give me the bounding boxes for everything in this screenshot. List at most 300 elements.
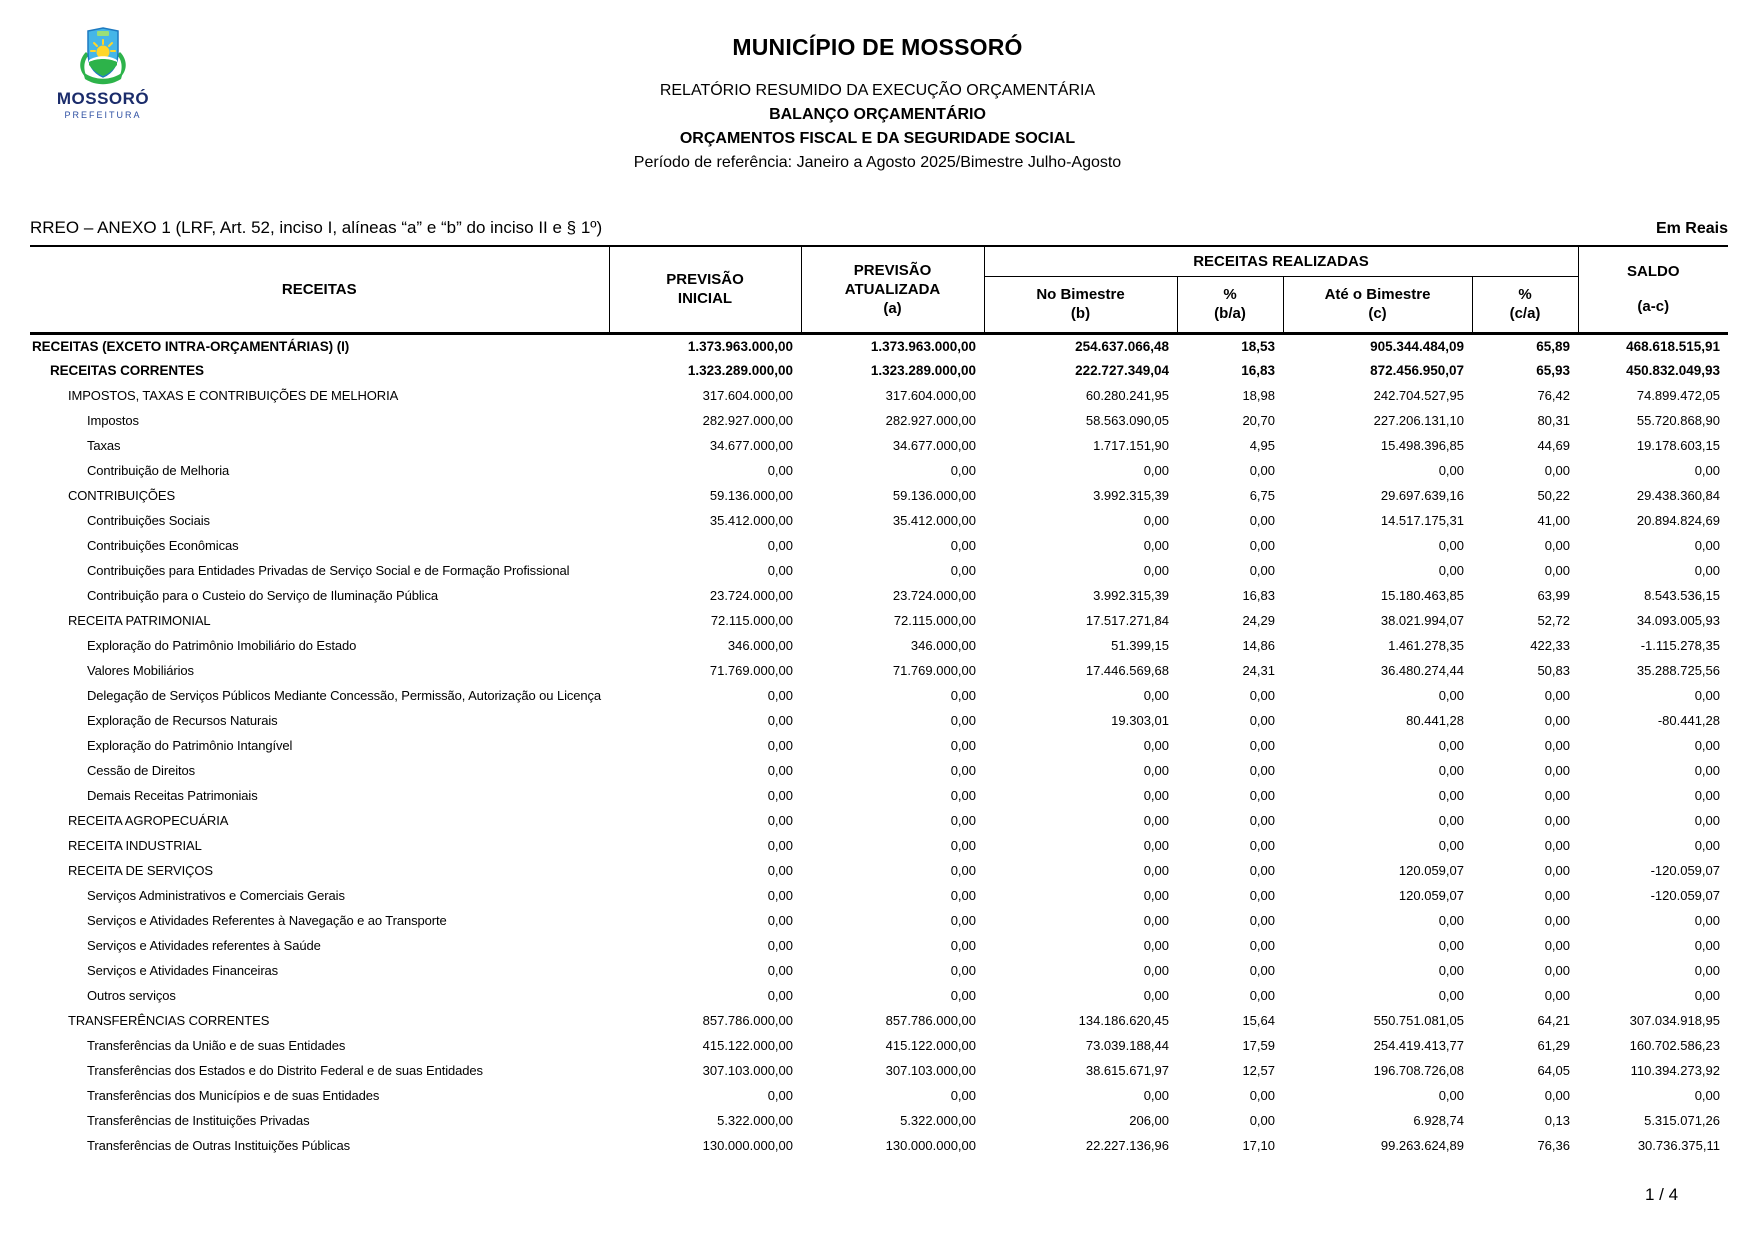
row-value: 110.394.273,92 (1630, 1063, 1720, 1078)
row-value: 0,00 (767, 688, 793, 703)
row-value: 0,00 (1438, 788, 1464, 803)
row-value: 0,00 (767, 563, 793, 578)
row-value: 0,00 (950, 713, 976, 728)
header-line: Até o Bimestre (1324, 286, 1431, 303)
row-value: 468.618.515,91 (1626, 338, 1720, 354)
table-row (30, 933, 1728, 958)
row-value: 130.000.000,00 (702, 1138, 793, 1153)
row-value: 120.059,07 (1398, 863, 1464, 878)
row-value: 0,00 (1544, 938, 1570, 953)
row-value: 20,70 (1242, 413, 1275, 428)
row-value: 0,00 (1143, 563, 1169, 578)
row-value: 0,00 (1249, 563, 1275, 578)
row-value: 50,22 (1537, 488, 1570, 503)
table-row (30, 983, 1728, 1008)
row-value: 44,69 (1537, 438, 1570, 453)
row-value: 227.206.131,10 (1373, 413, 1464, 428)
row-value: 22.227.136,96 (1085, 1138, 1169, 1153)
row-value: 160.702.586,23 (1629, 1038, 1720, 1053)
row-value: 64,05 (1537, 1063, 1570, 1078)
row-value: 242.704.527,95 (1373, 388, 1464, 403)
row-value: 24,29 (1242, 613, 1275, 628)
report-subtitle: RELATÓRIO RESUMIDO DA EXECUÇÃO ORÇAMENTÁRIA (659, 82, 1096, 99)
row-value: 0,00 (1143, 888, 1169, 903)
row-value: 0,00 (1544, 863, 1570, 878)
row-value: 0,00 (1544, 913, 1570, 928)
row-value: 0,00 (1694, 738, 1720, 753)
col-header-previsao-inicial (609, 246, 801, 333)
row-value: 0,00 (1143, 863, 1169, 878)
row-value: 0,00 (1143, 1088, 1169, 1103)
row-value: 41,00 (1537, 513, 1570, 528)
row-value: 15,64 (1242, 1013, 1275, 1028)
row-label: Contribuição de Melhoria (87, 463, 230, 478)
header-line: (a) (883, 299, 902, 317)
row-value: 317.604.000,00 (702, 388, 793, 403)
row-value: 0,00 (1249, 913, 1275, 928)
row-value: 0,00 (1438, 963, 1464, 978)
anexo-row (30, 218, 1728, 238)
row-value: 0,00 (767, 538, 793, 553)
table-row (30, 633, 1728, 658)
row-value: 0,00 (1249, 1113, 1275, 1128)
row-value: 0,00 (1438, 1088, 1464, 1103)
row-value: 0,00 (1249, 513, 1275, 528)
row-value: 0,13 (1544, 1113, 1570, 1128)
table-row (30, 583, 1728, 608)
row-value: 550.751.081,05 (1373, 1013, 1464, 1028)
row-value: 38.021.994,07 (1380, 613, 1464, 628)
row-label: Exploração do Patrimônio Intangível (87, 738, 293, 753)
row-value: 0,00 (1694, 913, 1720, 928)
row-value: 0,00 (1694, 988, 1720, 1003)
row-value: 19.178.603,15 (1636, 438, 1720, 453)
row-value: 55.720.868,90 (1636, 413, 1720, 428)
anexo-label: RREO – ANEXO 1 (LRF, Art. 52, inciso I, alíneas “a” e “b” do inciso II e § 1º) (30, 218, 603, 237)
row-value: 0,00 (1249, 813, 1275, 828)
row-label: Serviços e Atividades referentes à Saúde (87, 938, 321, 953)
row-value: 65,93 (1536, 363, 1570, 378)
row-value: 872.456.950,07 (1370, 363, 1464, 378)
row-value: 196.708.726,08 (1373, 1063, 1464, 1078)
row-value: 1.717.151,90 (1093, 438, 1169, 453)
row-value: 0,00 (1694, 838, 1720, 853)
row-value: 0,00 (767, 813, 793, 828)
row-value: 36.480.274,44 (1380, 663, 1464, 678)
row-label: Contribuição para o Custeio do Serviço de Iluminação Pública (87, 588, 438, 603)
row-value: 6,75 (1249, 488, 1275, 503)
table-row (30, 783, 1728, 808)
row-value: 0,00 (1438, 938, 1464, 953)
row-value: 23.724.000,00 (709, 588, 793, 603)
row-value: 307.103.000,00 (885, 1063, 976, 1078)
row-value: 307.034.918,95 (1629, 1013, 1720, 1028)
balance-subtitle: BALANÇO ORÇAMENTÁRIO (769, 106, 986, 123)
row-value: 0,00 (1143, 938, 1169, 953)
row-value: 0,00 (1544, 963, 1570, 978)
row-value: 857.786.000,00 (885, 1013, 976, 1028)
row-label: Delegação de Serviços Públicos Mediante Concessão, Permissão, Autorização ou Licença (87, 688, 602, 703)
row-value: 23.724.000,00 (892, 588, 976, 603)
row-value: -1.115.278,35 (1640, 638, 1720, 653)
row-value: 0,00 (767, 863, 793, 878)
row-value: 0,00 (1249, 463, 1275, 478)
table-row (30, 758, 1728, 783)
row-value: 0,00 (1249, 713, 1275, 728)
row-label: RECEITA PATRIMONIAL (68, 613, 211, 628)
row-value: 317.604.000,00 (885, 388, 976, 403)
header-line: ATUALIZADA (844, 280, 941, 298)
page-title: MUNICÍPIO DE MOSSORÓ (732, 34, 1023, 60)
table-row (30, 383, 1728, 408)
row-value: 0,00 (950, 763, 976, 778)
row-value: 0,00 (950, 688, 976, 703)
header-line: RECEITAS REALIZADAS (1193, 252, 1369, 270)
row-value: 0,00 (1143, 688, 1169, 703)
row-value: 58.563.090,05 (1085, 413, 1169, 428)
row-value: 0,00 (1544, 738, 1570, 753)
row-value: 0,00 (1544, 763, 1570, 778)
row-value: 0,00 (950, 1088, 976, 1103)
row-label: Cessão de Direitos (87, 763, 196, 778)
table-row (30, 408, 1728, 433)
row-value: 0,00 (1544, 538, 1570, 553)
row-value: 73.039.188,44 (1085, 1038, 1169, 1053)
row-value: 0,00 (1143, 963, 1169, 978)
row-value: 0,00 (1249, 938, 1275, 953)
row-value: 0,00 (1249, 763, 1275, 778)
row-value: 34.677.000,00 (892, 438, 976, 453)
row-value: 0,00 (1694, 938, 1720, 953)
row-value: 24,31 (1242, 663, 1275, 678)
col-header-receitas-realizadas (984, 246, 1578, 276)
document-header (0, 34, 1755, 172)
row-value: 222.727.349,04 (1075, 363, 1169, 378)
row-value: 64,21 (1537, 1013, 1570, 1028)
row-label: Outros serviços (87, 988, 176, 1003)
table-row (30, 1008, 1728, 1033)
row-value: 6.928,74 (1413, 1113, 1464, 1128)
row-value: 0,00 (767, 713, 793, 728)
row-value: 0,00 (1143, 988, 1169, 1003)
header-line: INICIAL (677, 290, 733, 308)
table-row (30, 958, 1728, 983)
row-value: 0,00 (1143, 788, 1169, 803)
header-line: (b/a) (1214, 305, 1246, 322)
row-value: 0,00 (950, 988, 976, 1003)
row-value: 0,00 (767, 888, 793, 903)
row-value: 59.136.000,00 (709, 488, 793, 503)
row-value: 0,00 (1694, 788, 1720, 803)
row-value: 0,00 (950, 963, 976, 978)
table-body (30, 333, 1728, 1158)
row-value: 0,00 (1249, 788, 1275, 803)
table-row (30, 658, 1728, 683)
row-value: 282.927.000,00 (885, 413, 976, 428)
row-value: 130.000.000,00 (885, 1138, 976, 1153)
row-value: 0,00 (1438, 988, 1464, 1003)
row-label: Impostos (87, 413, 139, 428)
row-value: 18,98 (1242, 388, 1275, 403)
row-value: 857.786.000,00 (702, 1013, 793, 1028)
row-value: 35.288.725,56 (1636, 663, 1720, 678)
row-value: 0,00 (1544, 813, 1570, 828)
header-line: (c/a) (1509, 305, 1541, 322)
row-value: 0,00 (950, 838, 976, 853)
row-value: 34.677.000,00 (709, 438, 793, 453)
col-header-previsao-atualizada (801, 246, 984, 333)
row-value: 1.323.289.000,00 (687, 363, 793, 378)
table-row (30, 333, 1728, 358)
row-value: 20.894.824,69 (1636, 513, 1720, 528)
table-row (30, 533, 1728, 558)
row-value: 17,59 (1242, 1038, 1275, 1053)
col-header-saldo (1578, 246, 1728, 333)
row-value: 415.122.000,00 (885, 1038, 976, 1053)
row-label: RECEITAS (EXCETO INTRA-ORÇAMENTÁRIAS) (I) (32, 338, 350, 354)
col-header-no-bimestre (984, 276, 1177, 333)
row-value: 16,83 (1242, 588, 1275, 603)
row-value: 80.441,28 (1406, 713, 1464, 728)
row-value: 0,00 (950, 463, 976, 478)
row-value: 0,00 (1249, 888, 1275, 903)
row-value: 0,00 (1143, 838, 1169, 853)
row-value: 0,00 (1249, 863, 1275, 878)
table-row (30, 1083, 1728, 1108)
row-value: 905.344.484,09 (1370, 338, 1464, 354)
header-line: % (1518, 286, 1532, 303)
row-value: 0,00 (767, 988, 793, 1003)
row-value: 0,00 (1143, 538, 1169, 553)
budget-table (30, 245, 1728, 1158)
row-value: 0,00 (1544, 463, 1570, 478)
table-row (30, 908, 1728, 933)
row-value: 0,00 (1143, 513, 1169, 528)
row-value: 0,00 (1544, 713, 1570, 728)
row-label: Transferências da União e de suas Entidades (87, 1038, 346, 1053)
row-label: TRANSFERÊNCIAS CORRENTES (68, 1013, 270, 1028)
table-header (30, 246, 1728, 333)
row-value: 50,83 (1537, 663, 1570, 678)
row-value: 12,57 (1242, 1063, 1275, 1078)
col-header-pct-ca (1472, 276, 1578, 333)
row-label: Transferências dos Estados e do Distrito Federal e de suas Entidades (87, 1063, 483, 1078)
row-value: 0,00 (1438, 913, 1464, 928)
row-value: 0,00 (950, 938, 976, 953)
row-label: RECEITA DE SERVIÇOS (68, 863, 213, 878)
row-label: Serviços e Atividades Referentes à Navegação e ao Transporte (87, 913, 447, 928)
row-value: 38.615.671,97 (1085, 1063, 1169, 1078)
row-value: 254.419.413,77 (1373, 1038, 1464, 1053)
row-value: 0,00 (1249, 1088, 1275, 1103)
header-line: (a-c) (1637, 298, 1670, 316)
row-value: 0,00 (1694, 763, 1720, 778)
col-header-pct-ba (1177, 276, 1283, 333)
table-row (30, 808, 1728, 833)
row-value: 0,00 (1438, 463, 1464, 478)
row-value: 0,00 (1544, 788, 1570, 803)
row-value: 0,00 (1438, 763, 1464, 778)
row-label: Serviços Administrativos e Comerciais Gerais (87, 888, 345, 903)
row-value: 0,00 (767, 763, 793, 778)
row-value: 0,00 (1249, 963, 1275, 978)
row-value: 0,00 (1544, 688, 1570, 703)
row-label: Valores Mobiliários (87, 663, 194, 678)
row-value: 254.637.066,48 (1075, 338, 1169, 354)
row-value: 206,00 (1129, 1113, 1169, 1128)
row-value: 72.115.000,00 (893, 613, 976, 628)
row-label: Transferências de Instituições Privadas (87, 1113, 310, 1128)
row-value: 14,86 (1242, 638, 1275, 653)
row-value: 35.412.000,00 (709, 513, 793, 528)
row-value: 35.412.000,00 (892, 513, 976, 528)
row-value: 0,00 (950, 888, 976, 903)
row-value: 29.438.360,84 (1636, 488, 1720, 503)
row-value: 282.927.000,00 (702, 413, 793, 428)
row-value: 65,89 (1536, 338, 1570, 354)
row-value: 0,00 (1249, 988, 1275, 1003)
table-row (30, 733, 1728, 758)
row-value: 0,00 (767, 463, 793, 478)
table-row (30, 858, 1728, 883)
row-value: 0,00 (1438, 838, 1464, 853)
row-label: Demais Receitas Patrimoniais (87, 788, 258, 803)
reference-period: Período de referência: Janeiro a Agosto 2025/Bimestre Julho-Agosto (633, 154, 1122, 171)
table-row (30, 1133, 1728, 1158)
row-value: 1.373.963.000,00 (870, 338, 976, 354)
logo-city-name: MOSSORÓ (56, 89, 150, 108)
row-value: 0,00 (1143, 813, 1169, 828)
row-value: 8.543.536,15 (1644, 588, 1720, 603)
row-value: 72.115.000,00 (710, 613, 793, 628)
row-value: 0,00 (950, 788, 976, 803)
row-value: 0,00 (1694, 538, 1720, 553)
row-value: 71.769.000,00 (892, 663, 976, 678)
header-line: SALDO (1627, 263, 1680, 281)
row-value: 17.446.569,68 (1085, 663, 1169, 678)
row-value: 51.399,15 (1111, 638, 1169, 653)
row-value: 1.323.289.000,00 (870, 363, 976, 378)
row-value: 71.769.000,00 (709, 663, 793, 678)
row-value: 0,00 (950, 538, 976, 553)
table-row (30, 508, 1728, 533)
row-value: 3.992.315,39 (1093, 488, 1169, 503)
row-value: 0,00 (1694, 963, 1720, 978)
row-value: 0,00 (767, 1088, 793, 1103)
row-value: 15.498.396,85 (1380, 438, 1464, 453)
row-label: RECEITA INDUSTRIAL (68, 838, 202, 853)
table-row (30, 683, 1728, 708)
table-row (30, 483, 1728, 508)
row-value: 0,00 (1544, 888, 1570, 903)
row-value: 5.322.000,00 (717, 1113, 793, 1128)
row-value: 0,00 (950, 813, 976, 828)
row-value: 0,00 (1544, 838, 1570, 853)
row-value: 0,00 (1544, 988, 1570, 1003)
row-value: 61,29 (1537, 1038, 1570, 1053)
row-value: 0,00 (950, 738, 976, 753)
row-value: 5.315.071,26 (1644, 1113, 1720, 1128)
table-row (30, 1058, 1728, 1083)
row-value: 1.461.278,35 (1388, 638, 1464, 653)
header-line: (c) (1368, 305, 1387, 322)
table-row (30, 608, 1728, 633)
row-value: 0,00 (950, 913, 976, 928)
row-value: 415.122.000,00 (702, 1038, 793, 1053)
row-value: -120.059,07 (1650, 863, 1720, 878)
row-value: 18,53 (1241, 338, 1275, 354)
row-value: 0,00 (950, 863, 976, 878)
row-value: 0,00 (1694, 813, 1720, 828)
table-row (30, 433, 1728, 458)
row-value: 0,00 (767, 913, 793, 928)
row-value: 3.992.315,39 (1093, 588, 1169, 603)
row-value: 0,00 (767, 738, 793, 753)
row-value: 134.186.620,45 (1078, 1013, 1169, 1028)
row-value: 0,00 (1438, 738, 1464, 753)
row-value: 0,00 (950, 563, 976, 578)
header-line: % (1223, 286, 1237, 303)
row-value: 0,00 (1694, 563, 1720, 578)
row-label: IMPOSTOS, TAXAS E CONTRIBUIÇÕES DE MELHORIA (68, 388, 399, 403)
row-value: 30.736.375,11 (1637, 1138, 1720, 1153)
header-line: RECEITAS (281, 280, 357, 298)
row-value: 346.000,00 (910, 638, 976, 653)
table-row (30, 1033, 1728, 1058)
row-label: CONTRIBUIÇÕES (68, 488, 176, 503)
row-value: 17.517.271,84 (1085, 613, 1169, 628)
row-value: 59.136.000,00 (892, 488, 976, 503)
row-value: 4,95 (1249, 438, 1275, 453)
row-value: 0,00 (1249, 538, 1275, 553)
row-label: Contribuições para Entidades Privadas de Serviço Social e de Formação Profissional (87, 563, 570, 578)
row-value: 0,00 (1544, 563, 1570, 578)
row-value: 15.180.463,85 (1380, 588, 1464, 603)
row-value: 120.059,07 (1398, 888, 1464, 903)
row-label: Exploração de Recursos Naturais (87, 713, 278, 728)
row-label: Transferências dos Municípios e de suas Entidades (87, 1088, 380, 1103)
row-value: 63,99 (1537, 588, 1570, 603)
table-row (30, 558, 1728, 583)
page-number: 1 / 4 (1645, 1185, 1679, 1204)
table-row (30, 883, 1728, 908)
row-value: 19.303,01 (1111, 713, 1169, 728)
row-value: 0,00 (1143, 913, 1169, 928)
row-label: Exploração do Patrimônio Imobiliário do Estado (87, 638, 357, 653)
row-label: Serviços e Atividades Financeiras (87, 963, 279, 978)
currency-note: Em Reais (1655, 220, 1728, 237)
row-value: 0,00 (1143, 763, 1169, 778)
row-value: 34.093.005,93 (1636, 613, 1720, 628)
row-value: 52,72 (1537, 613, 1570, 628)
row-value: 346.000,00 (727, 638, 793, 653)
header-line: No Bimestre (1036, 286, 1125, 303)
row-value: 76,42 (1537, 388, 1570, 403)
logo-subtitle: PREFEITURA (64, 110, 142, 120)
row-value: 0,00 (767, 838, 793, 853)
row-value: 0,00 (1143, 738, 1169, 753)
row-value: 0,00 (767, 963, 793, 978)
row-value: 60.280.241,95 (1085, 388, 1169, 403)
row-value: 5.322.000,00 (900, 1113, 976, 1128)
row-label: Contribuições Sociais (87, 513, 210, 528)
row-value: -80.441,28 (1657, 713, 1720, 728)
row-value: 422,33 (1530, 638, 1570, 653)
row-label: Contribuições Econômicas (87, 538, 239, 553)
row-value: 0,00 (1694, 1088, 1720, 1103)
row-value: 1.373.963.000,00 (687, 338, 793, 354)
row-value: 0,00 (1544, 1088, 1570, 1103)
